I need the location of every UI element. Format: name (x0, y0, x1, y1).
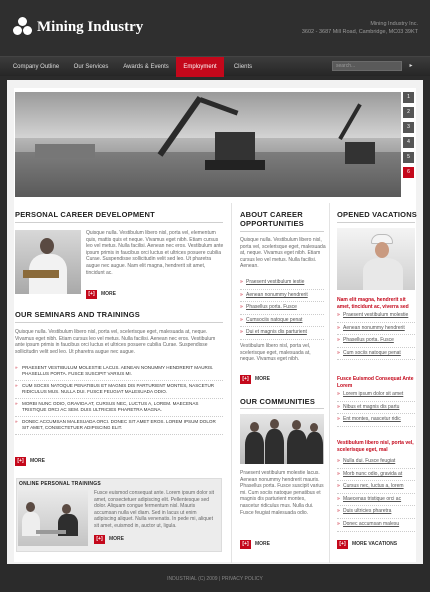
person-head (292, 420, 301, 430)
person-head (40, 238, 54, 254)
more-plus-icon: [+] (240, 540, 251, 549)
list-item[interactable]: » Aenean nonummy hendrerit (240, 290, 324, 303)
divider (15, 222, 223, 223)
list-item[interactable]: » Cum sociis natoque penat (337, 348, 415, 361)
list-item[interactable]: » Nulla dui. Fusce feugiat (337, 456, 415, 469)
nav-employment[interactable]: Employment (176, 57, 224, 77)
column-divider (231, 203, 232, 563)
list-item[interactable]: » Maecenas tristique orci ac (337, 494, 415, 507)
person-head (62, 504, 71, 514)
tanks (35, 144, 95, 158)
header-contact: Mining Industry Inc. 3602 - 3687 Mill Road, Cambridge, MC03 39KT (301, 21, 418, 35)
person-body (306, 432, 323, 464)
column-divider (329, 203, 330, 563)
site-brand[interactable]: Mining Industry (37, 19, 144, 35)
opportunities-more-link[interactable]: [+] MORE (240, 375, 270, 384)
list-item[interactable]: » Cumsociis natoque penat (240, 315, 324, 328)
vacations-photo (337, 228, 415, 290)
person-head (375, 242, 389, 258)
career-photo (15, 230, 81, 294)
list-item[interactable]: » Donec accumsan malesu (337, 519, 415, 532)
vacation-group-title[interactable]: Nam elit magna, hendrerit sit amet, tincidunt ac, viverra sed (337, 297, 409, 310)
seminars-more-link[interactable]: [+] MORE (15, 457, 45, 466)
vacation-links-1 (337, 310, 415, 360)
more-plus-icon: [+] (337, 540, 348, 549)
list-item[interactable]: » PRAESENT VESTIBULUM MOLESTIE LACUS. AENEAN NONUMMY HENDRERIT MAURIS. PHASELLUS PORTA. FUSCE SUSCIPIT VARIUS MI. (15, 363, 223, 381)
training-more-link[interactable]: [+] MORE (94, 535, 124, 544)
communities-heading: OUR COMMUNITIES (240, 397, 316, 406)
person-head (26, 502, 35, 512)
opportunities-text-2: Vestibulum libero nisl, porta vel, scelerisque eget, malesuada at, neque. Vivamus eget nibh. (240, 343, 311, 363)
logo-icon[interactable] (13, 17, 33, 37)
hero-banner-image (15, 92, 401, 197)
excavator2-cab (345, 142, 375, 164)
person-body (287, 430, 307, 464)
list-item[interactable]: » MORBI NUNC ODIO, GRAVIDA AT, CURSUS NEC, LUCTUS A, LOREM. MAECENAS TRISTIQUE ORCI AC SEM. DUIS ULTRICIES PHARETRA MAGNA. (15, 399, 223, 417)
slider-page[interactable]: 5 (403, 152, 414, 163)
person-body (363, 258, 403, 290)
excavator-track (205, 160, 265, 170)
site-header (0, 0, 430, 56)
vacation-links-3 (337, 456, 415, 532)
banner-ground (15, 152, 401, 197)
seminars-text: Quisque nulla. Vestibulum libero nisl, porta vel, scelerisque eget, malesuada at, neque. Vivamus eget nibh. Etiam cursus leo vel metus. Nulla facilisi. Aenean nec eros. Vestibulum ante ipsum primis in faucibus orci luctus et ultrices posuere cubilia Curae. Suspendisse sollicitudin velit sed leo. Ut pharetra augue nec augue. (15, 329, 216, 355)
divider (240, 408, 324, 409)
divider (240, 231, 324, 232)
training-text: Fusce euismod consequat ante. Lorem ipsum dolor sit amet, consectetuer adipiscing elit. Pellentesque sed dolor. Aliquam congue fermentum nisl. Mauris accumsan nulla vel diam. Sed in lacus ut enim adipiscing aliquet. Nulla venenatis. In pede mi, aliquet sit amet, euismod in, auctor ut, ligula. (94, 490, 215, 529)
desk (36, 530, 66, 534)
list-item[interactable]: » Aenean nonummy hendrerit (337, 323, 415, 336)
communities-text: Praesent vestibulum molestie lacus. Aenean nonummy hendrerit mauris. Phasellus porta. Fusce suscipit varius mi. Cum sociis natoque penatibus et magnis dis parturient montes, nascetur ridiculus mus. Nulla dui. Fusce feugiat malesuada odio. (240, 470, 324, 516)
person-head (270, 419, 279, 429)
list-item[interactable]: » Phasellus porta. Fusce (337, 335, 415, 348)
communities-more-link[interactable]: [+] MORE (240, 540, 270, 549)
list-item[interactable]: » Phasellus porta. Fusce (240, 302, 324, 315)
person-body (245, 432, 264, 464)
career-more-link[interactable]: [+] MORE (86, 290, 116, 299)
slider-page[interactable]: 3 (403, 122, 414, 133)
communities-photo (240, 414, 324, 464)
books (23, 270, 59, 278)
search-input[interactable]: search... (332, 61, 402, 71)
person-head (250, 422, 259, 432)
career-heading: PERSONAL CAREER DEVELOPMENT (15, 210, 155, 219)
list-item[interactable]: » Morb nunc odio, gravida at (337, 469, 415, 482)
nav-company-outline[interactable]: Company Outline (12, 64, 60, 70)
more-plus-icon: [+] (86, 290, 97, 299)
slider-page[interactable]: 4 (403, 137, 414, 148)
list-item[interactable]: » Praesent vestibulum molestie (337, 310, 415, 323)
site-footer: INDUSTRIAL (C) 2009 | PRIVACY POLICY (0, 566, 430, 592)
seminars-list (15, 363, 223, 435)
excavator-cab (215, 132, 255, 162)
vacation-links-2 (337, 389, 415, 427)
list-item[interactable]: » Duis ultricies pharetra (337, 506, 415, 519)
training-photo (18, 490, 88, 546)
list-item[interactable]: » DONEC ACCUMSAN MALESUADA ORCI. DONEC SIT AMET EROS. LOREM IPSUM DOLOR SIT AMET, CONSECTETUER ADIPISCING ELIT. (15, 417, 223, 435)
person-body (265, 429, 284, 464)
person-head (310, 423, 318, 432)
list-item[interactable]: » Lorem ipsum dolor sit amet (337, 389, 415, 402)
list-item[interactable]: » Cursus nec, luctus a, lorem (337, 481, 415, 494)
opportunities-heading: ABOUT CAREER OPPORTUNITIES (240, 210, 304, 228)
vacations-more-link[interactable]: [+] MORE VACATIONS (337, 540, 397, 549)
nav-awards-events[interactable]: Awards & Events (123, 64, 169, 70)
more-plus-icon: [+] (94, 535, 105, 544)
divider (15, 322, 223, 323)
opportunities-links (240, 277, 324, 340)
seminars-heading: OUR SEMINARS AND TRAININGS (15, 310, 140, 319)
career-text: Quisque nulla. Vestibulum libero nisl, porta vel, elementum quis, mattis quis et neque. Vivamus eget nibh. Etiam cursus leo vel metus. Nulla facilisi. Aenean nec eros. Vestibulum ante ipsum primis in faucibus orci luctus et ultrices posuere cubilia Curae. Suspendisse sollicitudin velit sed leo. Ut pharetra augue nec augue. Nam elit magna, hendrerit sit amet, tincidunt ac. (86, 230, 224, 276)
slider-page[interactable]: 2 (403, 107, 414, 118)
list-item[interactable]: » Dui et magnis dis parturient (240, 327, 324, 340)
nav-our-services[interactable]: Our Services (73, 64, 109, 70)
slider-page-active[interactable]: 6 (403, 167, 414, 178)
list-item[interactable]: » Praesent vestibulum iestie (240, 277, 324, 290)
search-button[interactable]: ▸ (409, 63, 413, 69)
nav-clients[interactable]: Clients (233, 64, 253, 70)
more-plus-icon: [+] (15, 457, 26, 466)
list-item[interactable]: » Ent montes, nascetur ridic (337, 414, 415, 427)
training-heading: ONLINE PERSONAL TRAININGS (19, 481, 101, 487)
list-item[interactable]: » CUM SOCIIS NATOQUE PENATIBUS ET MAGNIS DIS PARTURIENT MONTES, NASCETUR RIDICULUS MUS. NULLA DUI. FUSCE FEUGIAT MALESUADA ODIO. (15, 381, 223, 399)
slider-page[interactable]: 1 (403, 92, 414, 103)
vacation-group-title[interactable]: Fusce Euismod Consequat Ante Lorem (337, 376, 414, 389)
vacation-group-title[interactable]: Vestibulum libero nisl, porta vel, scelerisque eget, mal (337, 440, 414, 453)
list-item[interactable]: » Nibus et magnis dis partu (337, 402, 415, 415)
slider-pagination (403, 92, 414, 182)
divider (337, 222, 415, 223)
vacations-heading: OPENED VACATIONS (337, 210, 418, 219)
opportunities-text: Quisque nulla. Vestibulum libero nisl, porta vel, scelerisque eget, malesuada at, neque. Vivamus eget nibh. Etiam cursus leo vel metus. Nulla facilisi. Aenean. (240, 237, 326, 270)
more-plus-icon: [+] (240, 375, 251, 384)
